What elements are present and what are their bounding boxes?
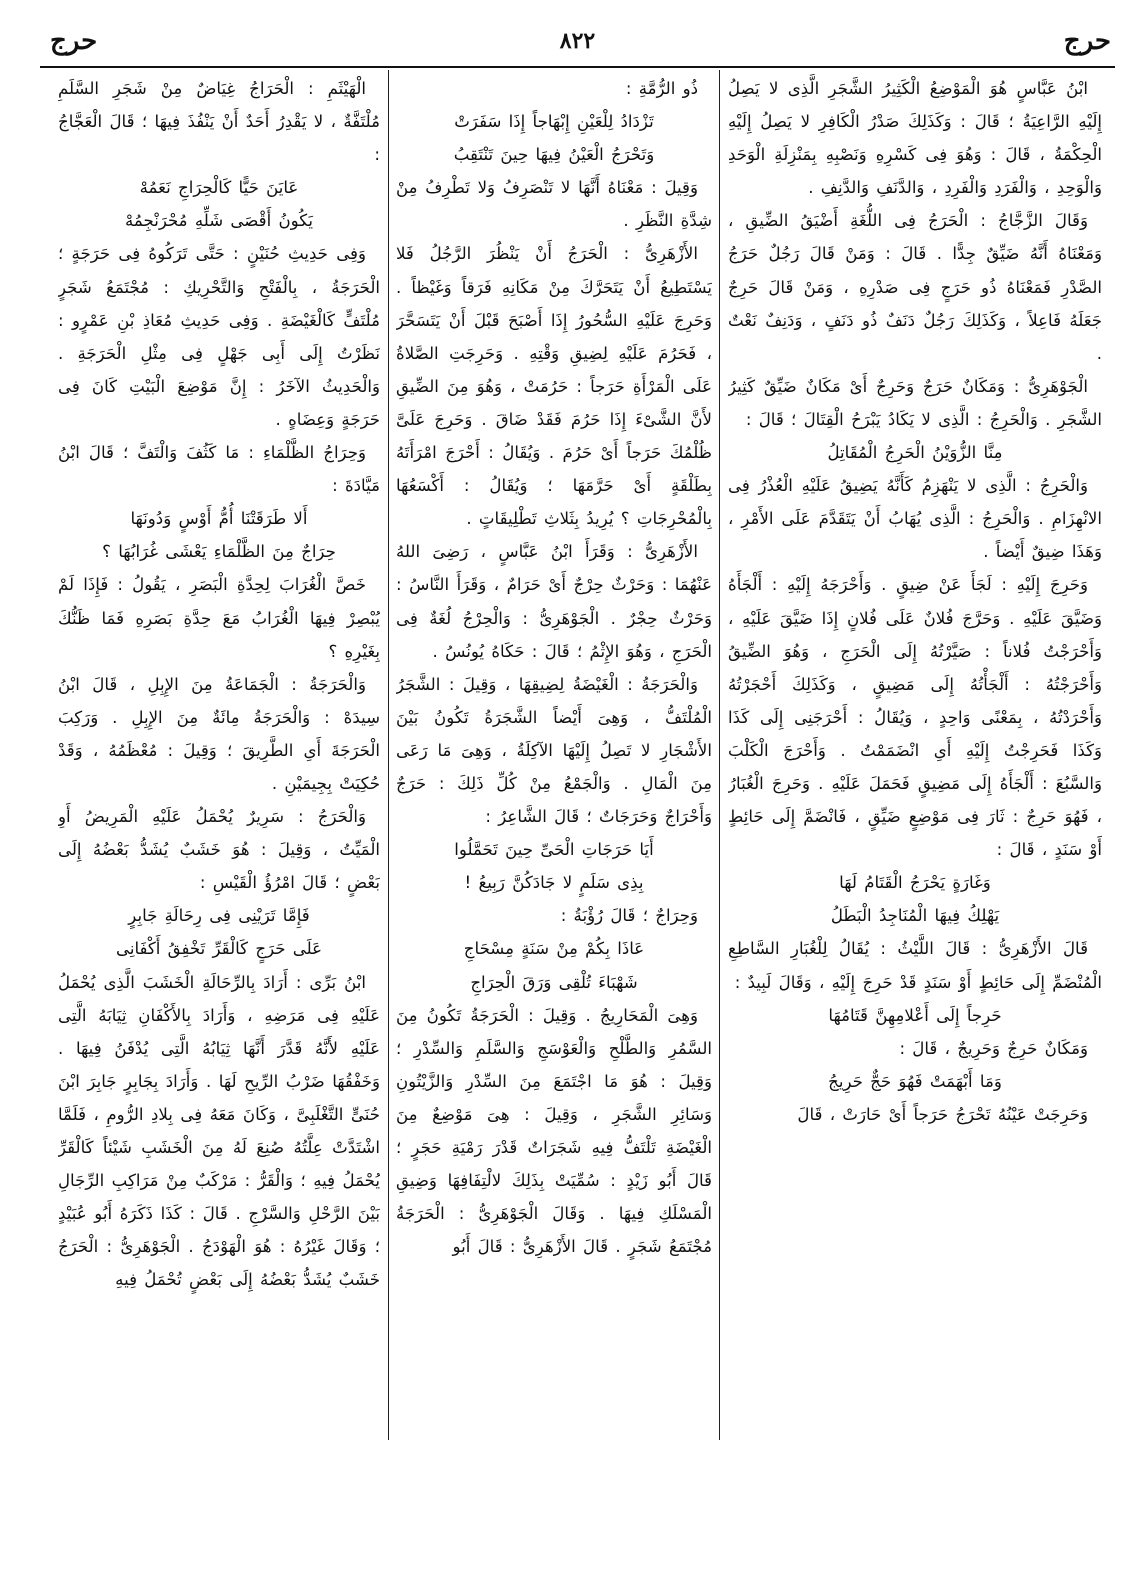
paragraph: وَقَالَ الزَّجَّاجُ : الْحَرَجُ فِى اللُّغَةِ أَضْيَقُ الضِّيقِ ، وَمَعْنَاهُ أَنَّهُ ضَيِّقٌ جِدًّا . قَالَ : وَمَنْ قَالَ رَجُلٌ حَرَجُ الصَّدْرِ فَمَعْنَاهُ ذُو حَرَجٍ فِى صَدْرِهِ ، وَمَنْ قَالَ حَرِجٌ جَعَلَهُ فَاعِلاً ، وَكَذَلِكَ رَجُلٌ دَنَفٌ ذُو دَنَفٍ ، وَدَنِفٌ نَعْتٌ . [728,211,1102,363]
header-entry-word-left: حرج [50,26,98,56]
verse-line: تَزْدَادُ لِلْعَيْنِ إِبْهَاجاً إِذَا سَفَرَتْ [454,112,654,132]
text-column-right [728,72,1102,1442]
paragraph: وَالْحَرَجَةُ : الْجَمَاعَةُ مِنَ الإِبِلِ ، قَالَ ابْنُ سِيدَهْ : وَالْحَرَجَةُ مِائَةٌ مِنَ الإِبِلِ . وَرَكِبَ الْحَرَجَةَ أَىِ الطَّرِيقَ ؛ وَقِيلَ : مُعْظَمُهُ ، وَقَدْ حُكِيَتْ بِجِيمَيْنِ . [58,674,380,793]
paragraph: وَحِرَاجُ الظَّلْمَاءِ : مَا كَثُفَ وَالْتَفَّ ؛ قَالَ ابْنُ مَيَّادَةَ : [58,443,380,496]
verse-line: أَلا طَرَقَتْنَا أُمُّ أَوْسٍ وَدُونَهَا [130,509,308,529]
paragraph: قَالَ الأَزْهَرِىُّ : قَالَ اللَّيْثُ : يُقَالُ لِلْغُبَارِ السَّاطِعِ الْمُنْضَمِّ إِلَى حَائِطٍ أَوْ سَنَدٍ قَدْ حَرِجَ إِلَيْهِ ، وَقَالَ لَبِيدٌ : [728,939,1102,992]
verse-line: أَيَا حَرَجَاتِ الْحَىِّ حِينَ تَحَمَّلُوا [454,840,654,860]
verse-line: يَكُونُ أَقْصَى شَلِّهِ مُحْرَنْجِمُهْ [125,211,313,231]
verse-line: عَاذَا بِكُمْ مِنْ سَنَةٍ مِسْحَاجِ [463,939,645,959]
paragraph: وَالْحَرَجُ : سَرِيرٌ يُحْمَلُ عَلَيْهِ الْمَرِيضُ أَوِ الْمَيِّتُ ، وَقِيلَ : هُوَ خَشَبٌ يُشَدُّ بَعْضُهُ إِلَى بَعْضٍ ؛ قَالَ امْرُؤُ الْقَيْسِ : [58,807,380,893]
paragraph: وَالْحَرَجَةُ : الْغَيْضَةُ لِضِيقِهَا ، وَقِيلَ : الشَّجَرُ الْمُلْتَفُّ ، وَهِىَ أَيْضاً الشَّجَرَةُ تَكُونُ بَيْنَ الأَشْجَارِ لا تَصِلُ إِلَيْهَا الآكِلَةُ ، وَهِىَ مَا رَعَى مِنَ الْمَالِ . وَالْجَمْعُ مِنْ كُلِّ ذَلِكَ : حَرَجٌ وَأَحْرَاجٌ وَحَرَجَاتٌ ؛ قَالَ الشَّاعِرُ : [396,674,712,827]
text-column-left [58,72,380,1442]
column-divider-right [719,70,720,1440]
header-rule [40,66,1115,68]
page-number: ٨٢٢ [559,28,596,54]
paragraph: ابْنُ عَبَّاسٍ هُوَ الْمَوْضِعُ الْكَثِيرُ الشَّجَرِ الَّذِى لا يَصِلُ إِلَيْهِ الرَّاعِيَةُ ؛ قَالَ : وَكَذَلِكَ صَدْرُ الْكَافِرِ لا يَصِلُ إِلَيْهِ الْحِكْمَةُ ، قَالَ : وَهُوَ فِى كَسْرِهِ وَنَصْبِهِ بِمَنْزِلَةِ الْوَحَدِ وَالْوَحِدِ ، وَالْفَرَدِ وَالْفَرِدِ ، وَالدَّنَفِ وَالدَّنِفِ . [728,79,1102,198]
paragraph: وَحَرِجَتْ عَيْنُهُ تَحْرَجُ حَرَجاً أَىْ حَارَتْ ، قَالَ [797,1104,1088,1124]
verse-line: وَتَحْرَجُ الْعَيْنُ فِيهَا حِينَ تَنْتَقِبُ [453,145,655,165]
verse-line: وَمَا أَبْهَمَتْ فَهُوَ حَجٌّ حَرِيجُ [828,1071,1002,1091]
verse-line: شَهْبَاءَ تُلْقِى وَرَقَ الْحِرَاجِ [470,972,638,992]
paragraph: الْجَوْهَرِىُّ : وَمَكَانٌ حَرَجٌ وَحَرِجٌ أَىْ مَكَانٌ ضَيِّقٌ كَثِيرُ الشَّجَرِ . وَالْحَرِجُ : الَّذِى لا يَكَادُ يَبْرَحُ الْقِتَالَ ؛ قَالَ : [728,376,1102,429]
paragraph: وَمَكَانٌ حَرِجٌ وَحَرِيجٌ ، قَالَ : [899,1038,1088,1058]
page-header [40,22,1115,66]
paragraph: وَهِىَ الْمَحَارِيجُ . وَقِيلَ : الْحَرَجَةُ تَكُونُ مِنَ السَّمُرِ وَالطَّلْحِ وَالْعَوْسَجِ وَالسَّلَمِ وَالسِّدْرِ ؛ وَقِيلَ : هُوَ مَا اجْتَمَعَ مِنَ السِّدْرِ وَالزَّيْتُونِ وَسَائِرِ الشَّجَرِ ، وَقِيلَ : هِىَ مَوْضِعٌ مِنَ الْغَيْضَةِ تَلْتَفُّ فِيهِ شَجَرَاتٌ قَدْرَ رَمْيَةِ حَجَرٍ ؛ قَالَ أَبُو زَيْدٍ : سُمِّيَتْ بِذَلِكَ لالْتِفَافِهَا وَضِيقِ الْمَسْلَكِ فِيهَا . وَقَالَ الْجَوْهَرِىُّ : الْحَرَجَةُ مُجْتَمَعُ شَجَرٍ . قَالَ الأَزْهَرِىُّ : قَالَ أَبُو [396,1005,712,1257]
paragraph: وَفِى حَدِيثِ حُنَيْنٍ : حَتَّى تَرَكُوهُ فِى حَرَجَةٍ ؛ الْحَرَجَةُ ، بِالْفَتْحِ وَالتَّحْرِيكِ : مُجْتَمَعُ شَجَرٍ مُلْتَفٍّ كَالْغَيْضَةِ . وَفِى حَدِيثِ مُعَاذِ بْنِ عَمْرٍو : نَظَرْتُ إِلَى أَبِى جَهْلٍ فِى مِثْلِ الْحَرَجَةِ . وَالْحَدِيثُ الآخَرُ : إِنَّ مَوْضِعَ الْبَيْتِ كَانَ فِى حَرَجَةٍ وَعِضَاهٍ . [58,244,380,429]
paragraph: الْهَيْثَمِ : الْحَرَاجُ غِيَاضٌ مِنْ شَجَرِ السَّلَمِ مُلْتَفَّةٌ ، لا يَقْدِرُ أَحَدٌ أَنْ يَنْفُذَ فِيهَا ؛ قَالَ الْعَجَّاجُ : [58,79,380,165]
verse-line: وَغَارَةٍ يَحْرَجُ الْقَتَامُ لَهَا [839,873,991,893]
verse-line: حَرِجاً إِلَى أَعْلامِهِنَّ قَتَامُهَا [828,1005,1002,1025]
paragraph: الأَزْهَرِىُّ : وَقَرَأَ ابْنُ عَبَّاسٍ ، رَضِىَ اللهُ عَنْهُمَا : وَحَرْثٌ حِرْجٌ أَىْ حَرَامٌ ، وَقَرَأَ النَّاسُ : وَحَرْثٌ حِجْرٌ . الْجَوْهَرِىُّ : وَالْحِرْجُ لُغَةٌ فِى الْحَرَجِ ، وَهُوَ الإِثْمُ ؛ قَالَ : حَكَاهُ يُونُسُ . [396,542,712,661]
paragraph: وَالْحَرِجُ : الَّذِى لا يَنْهَزِمُ كَأَنَّهُ يَضِيقُ عَلَيْهِ الْعُذْرُ فِى الانْهِزَامِ . وَالْحَرِجُ : الَّذِى يُهَابُ أَنْ يَتَقَدَّمَ عَلَى الأَمْرِ ، وَهَذَا ضِيقٌ أَيْضاً . [728,476,1102,562]
verse-line: يَهْلِكُ فِيهَا الْمُنَاجِدُ الْبَطَلُ [830,906,1000,926]
paragraph: ذُو الرُّمَّةِ : [625,79,698,98]
verse-line: حِرَاجٌ مِنَ الظَّلْمَاءِ يَعْشَى غُرَابُهَا ؟ [102,542,336,562]
paragraph: وَحِرَاجٌ ؛ قَالَ رُؤْبَةُ : [560,906,698,926]
verse-line: عَايَنَ حَيًّا كَالْحِرَاجِ نَعَمُهْ [139,178,299,198]
verse-line: بِذِى سَلَمٍ لا جَادَكُنَّ رَبِيعُ ! [464,873,644,893]
verse-line: عَلَى حَرَجٍ كَالْقَرِّ تَخْفِقُ أَكْفَانِى [116,939,322,959]
paragraph: وَحَرِجَ إِلَيْهِ : لَجَأَ عَنْ ضِيقٍ . وَأَحْرَجَهُ إِلَيْهِ : أَلْجَأَهُ وَضَيَّقَ عَلَيْهِ . وَحَرَّجَ فُلانٌ عَلَى فُلانٍ إِذَا ضَيَّقَ عَلَيْهِ ، وَأَحْرَجْتُ فُلاناً : صَيَّرْتُهُ إِلَى الْحَرَجِ ، وَهُوَ الضِّيقُ وَأَحْرَجْتُهُ : أَلْجَأْتُهُ إِلَى مَضِيقٍ ، وَكَذَلِكَ أَحْجَرْتُهُ وَأَحْرَدْتُهُ ، بِمَعْنًى وَاحِدٍ ، وَيُقَالُ : أَحْرَجَنِى إِلَى كَذَا وَكَذَا فَحَرِجْتُ إِلَيْهِ أَىِ انْضَمَمْتُ . وَأَحْرَجَ الْكَلْبَ وَالسَّبُعَ : أَلْجَأَهُ إِلَى مَضِيقٍ فَحَمَلَ عَلَيْهِ . وَحَرِجَ الْغُبَارُ ، فَهُوَ حَرِجٌ : ثَارَ فِى مَوْضِعٍ ضَيِّقٍ ، فَانْضَمَّ إِلَى حَائِطٍ أَوْ سَنَدٍ ، قَالَ : [728,575,1102,860]
header-entry-word-right: حرج [1063,26,1111,56]
paragraph: ابْنُ بَرِّى : أَرَادَ بِالرِّحَالَةِ الْخَشَبَ الَّذِى يُحْمَلُ عَلَيْهِ فِى مَرَضِهِ ، وَأَرَادَ بِالأَكْفَانِ ثِيَابَهُ الَّتِى عَلَيْهِ لأَنَّهُ قَدَّرَ أَنَّهَا ثِيَابُهُ الَّتِى يُدْفَنُ فِيهَا . وَخَفْقُهَا ضَرْبُ الرِّيحِ لَهَا . وَأَرَادَ بِجَابِرٍ جَابِرَ ابْنَ حُنَىٍّ التَّغْلَبِىَّ ، وَكَانَ مَعَهُ فِى بِلادِ الرُّومِ ، فَلَمَّا اشْتَدَّتْ عِلَّتُهُ صُنِعَ لَهُ مِنَ الْخَشَبِ شَيْئاً كَالْقَرِّ يُحْمَلُ فِيهِ ؛ وَالْقَرُّ : مَرْكَبٌ مِنْ مَرَاكِبِ الرِّجَالِ بَيْنَ الرَّحْلِ وَالسَّرْجِ . قَالَ : كَذَا ذَكَرَهُ أَبُو عُبَيْدٍ ؛ وَقَالَ غَيْرُهُ : هُوَ الْهَوْدَجُ . الْجَوْهَرِىُّ : الْحَرَجُ خَشَبٌ يُشَدُّ بَعْضُهُ إِلَى بَعْضٍ تُحْمَلُ فِيهِ [58,972,380,1290]
paragraph: الأَزْهَرِىُّ : الْحَرَجُ أَنْ يَنْظُرَ الرَّجُلُ فَلا يَسْتَطِيعُ أَنْ يَتَحَرَّكَ مِنْ مَكَانِهِ فَرَقاً وَغَيْظاً . وَحَرِجَ عَلَيْهِ السُّحُورُ إِذَا أَصْبَحَ قَبْلَ أَنْ يَتَسَحَّرَ ، فَحَرُمَ عَلَيْهِ لِضِيقِ وَقْتِهِ . وَحَرِجَتِ الصَّلاةُ عَلَى الْمَرْأَةِ حَرَجاً : حَرُمَتْ ، وَهُوَ مِنَ الضِّيقِ لأَنَّ الشَّىْءَ إِذَا حَرُمَ فَقَدْ ضَاقَ . وَحَرِجَ عَلَىَّ ظُلْمُكَ حَرَجاً أَىْ حَرُمَ . وَيُقَالُ : أَحْرَجَ امْرَأَتَهُ بِطَلْقَةٍ أَىْ حَرَّمَهَا ؛ وَيُقَالُ : أَكْسَعُهَا بِالْمُحْرِجَاتِ ؟ يُرِيدُ بِثَلاثِ تَطْلِيقَاتٍ . [396,244,712,529]
paragraph: خَصَّ الْغُرَابَ لِحِدَّةِ الْبَصَرِ ، يَقُولُ : فَإِذَا لَمْ يُبْصِرْ فِيهَا الْغُرَابُ مَعَ حِدَّةِ بَصَرِهِ فَمَا ظَنُّكَ بِغَيْرِهِ ؟ [58,575,380,661]
text-column-middle [396,72,712,1442]
column-divider-left [388,70,389,1440]
verse-line: مِنَّا الزُّوَيْنُ الْحَرِجُ الْمُقَاتِلُ [827,443,1003,463]
paragraph: وَقِيلَ : مَعْنَاهُ أَنَّهَا لا تَنْصَرِفُ وَلا تَطْرِفُ مِنْ شِدَّةِ النَّظَرِ . [396,178,712,231]
verse-line: فَإِمَّا تَرَيْنِى فِى رِحَالَةِ جَابِرٍ [128,906,310,926]
